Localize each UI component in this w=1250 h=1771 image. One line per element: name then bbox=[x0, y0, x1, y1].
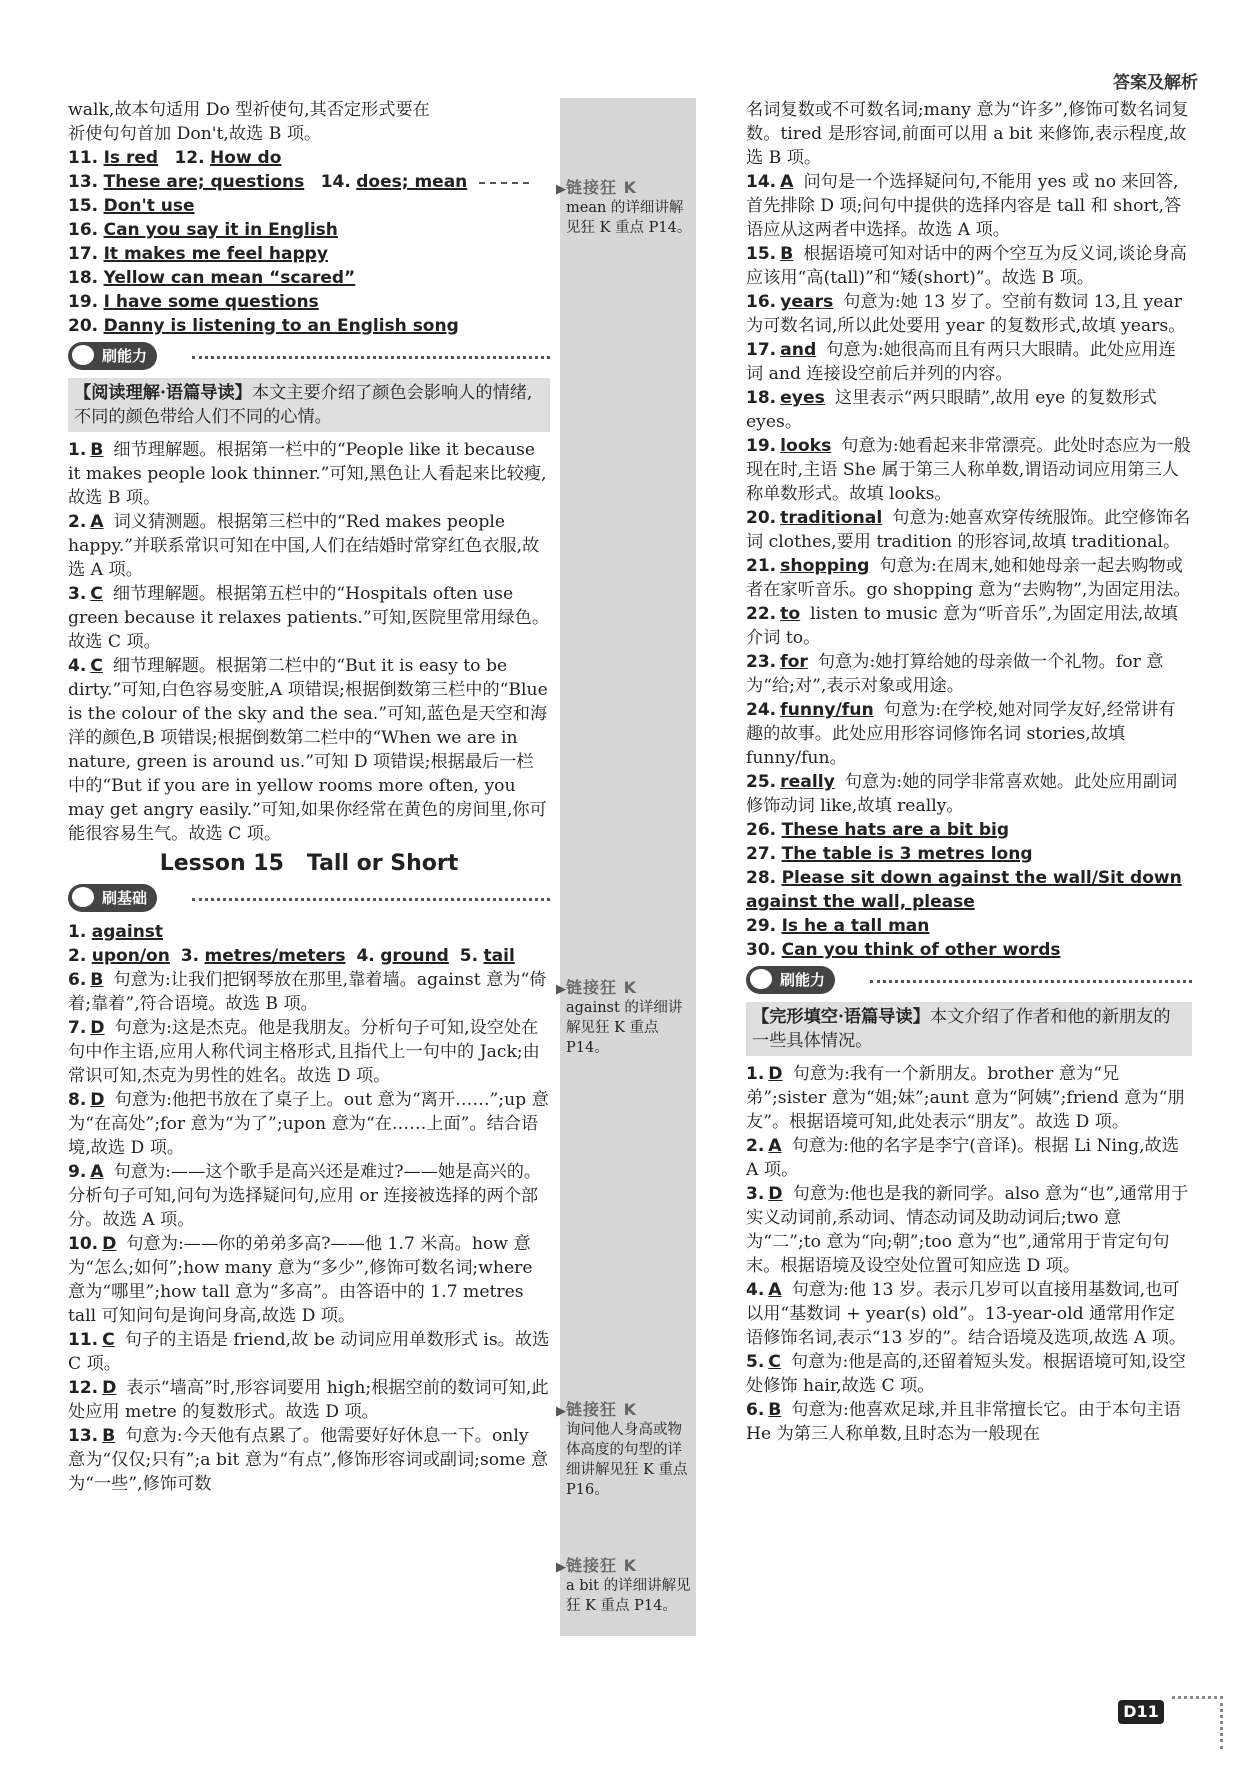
answer-item bbox=[746, 242, 1192, 290]
item-text: 句意为:她很高而且有两只大眼睛。此处应用连词 and 连接设空前后并列的内容。 bbox=[746, 340, 1176, 384]
reading-item bbox=[68, 510, 550, 582]
section-banner bbox=[68, 342, 550, 372]
answer-text: Can you think of other words bbox=[781, 940, 1061, 960]
answer-word: and bbox=[780, 340, 817, 360]
item-number: 4. bbox=[68, 656, 87, 676]
item-text: 句意为:让我们把钢琴放在那里,靠着墙。against 意为“倚着;靠着”,符合语境。故选 B 项。 bbox=[68, 970, 547, 1014]
link-box bbox=[556, 178, 694, 238]
item-number: 23. bbox=[746, 652, 777, 672]
item-number: 5. bbox=[746, 1352, 765, 1372]
short-answer-row bbox=[68, 266, 550, 290]
fill-item bbox=[746, 650, 1192, 698]
item-number: 15. bbox=[68, 196, 99, 216]
link-title: 链接狂 K bbox=[566, 1556, 637, 1575]
answer-text: metres/meters bbox=[204, 946, 346, 966]
item-text: 词义猜测题。根据第三栏中的“Red makes people happy.”并联系常识可知在中国,人们在结婚时常穿红色衣服,故选 A 项。 bbox=[68, 512, 540, 580]
item-text: 细节理解题。根据第一栏中的“People like it because it makes people look thinner.”可知,黑色让人看起来比较瘦,故选 B 项。 bbox=[68, 440, 547, 508]
text-line: 名词复数或不可数名词;many 意为“许多”,修饰可数名词复数。tired 是形容词,前面可以用 a bit 来修饰,表示程度,故选 B 项。 bbox=[746, 100, 1189, 168]
answer-item bbox=[68, 1376, 550, 1424]
answer-text: Is red bbox=[103, 148, 159, 168]
item-text: 句意为:他 13 岁。表示几岁可以直接用基数词,也可以用“基数词 + year(s) old”。13-year-old 通常用作定语修饰名词,表示“13 岁的”。结合语境及选项,故选 A 项。 bbox=[746, 1280, 1187, 1348]
dotted-rule bbox=[192, 356, 550, 359]
item-text: 句意为:在周末,她和她母亲一起去购物或者在家听音乐。go shopping 意为“去购物”,为固定用法。 bbox=[746, 556, 1191, 600]
reading-item bbox=[68, 438, 550, 510]
item-number: 13. bbox=[68, 172, 99, 192]
short-answer-row bbox=[746, 938, 1192, 962]
text-line: walk,故本句适用 Do 型祈使句,其否定形式要在 bbox=[68, 100, 430, 120]
cloze-item bbox=[746, 1278, 1192, 1350]
answer-word: years bbox=[780, 292, 834, 312]
item-number: 5. bbox=[459, 946, 479, 966]
right-column bbox=[746, 98, 1192, 1446]
fill-item bbox=[746, 602, 1192, 650]
item-number: 11. bbox=[68, 148, 99, 168]
item-number: 2. bbox=[68, 946, 87, 966]
banner-label: 刷基础 bbox=[102, 889, 148, 907]
arrow-icon: ▶ bbox=[556, 1404, 566, 1419]
guide-tag: 【阅读理解·语篇导读】 bbox=[74, 383, 252, 403]
item-number: 25. bbox=[746, 772, 777, 792]
item-number: 6. bbox=[746, 1400, 765, 1420]
item-text: listen to music 意为“听音乐”,为固定用法,故填介词 to。 bbox=[746, 604, 1178, 648]
item-text: 这里表示“两只眼睛”,故用 eye 的复数形式 eyes。 bbox=[746, 388, 1157, 432]
fill-item bbox=[746, 338, 1192, 386]
fill-item bbox=[746, 698, 1192, 770]
item-number: 2. bbox=[746, 1136, 765, 1156]
fill-item bbox=[746, 386, 1192, 434]
answer-text: Don't use bbox=[103, 196, 195, 216]
link-title: 链接狂 K bbox=[566, 1400, 637, 1419]
item-number: 2. bbox=[68, 512, 87, 532]
item-number: 12. bbox=[68, 1378, 99, 1398]
answer-letter: D bbox=[90, 1090, 105, 1110]
answer-text: tail bbox=[483, 946, 515, 966]
dotted-rule bbox=[192, 898, 550, 901]
fill-item bbox=[746, 290, 1192, 338]
item-number: 29. bbox=[746, 916, 777, 936]
brush-icon bbox=[72, 345, 94, 365]
answer-letter: A bbox=[768, 1280, 782, 1300]
answer-text: Please sit down against the wall/Sit down against the wall, please bbox=[746, 868, 1182, 912]
item-text: 句意为:在学校,她对同学友好,经常讲有趣的故事。此处应用形容词修饰名词 stories,故填 funny/fun。 bbox=[746, 700, 1176, 768]
item-text: 句意为:他喜欢足球,并且非常擅长它。由于本句主语 He 为第三人称单数,且时态为一般现在 bbox=[746, 1400, 1181, 1444]
item-number: 17. bbox=[746, 340, 777, 360]
answer-letter: D bbox=[90, 1018, 105, 1038]
item-text: 句意为:他是高的,还留着短头发。根据语境可知,设空处修饰 hair,故选 C 项。 bbox=[746, 1352, 1186, 1396]
short-answer-row bbox=[68, 290, 550, 314]
item-number: 3. bbox=[180, 946, 200, 966]
short-answer-row bbox=[68, 194, 550, 218]
link-box bbox=[556, 1400, 694, 1500]
guide-text: 本文介绍了作者和他的新朋友的一些具体情况。 bbox=[752, 1007, 1171, 1051]
item-number: 3. bbox=[746, 1184, 765, 1204]
item-number: 13. bbox=[68, 1426, 99, 1446]
item-number: 6. bbox=[68, 970, 87, 990]
answer-text: Yellow can mean “scared” bbox=[103, 268, 356, 288]
item-number: 3. bbox=[68, 584, 87, 604]
short-answer-row bbox=[68, 242, 550, 266]
item-number: 16. bbox=[746, 292, 777, 312]
item-number: 1. bbox=[68, 922, 87, 942]
answer-text: does; mean bbox=[356, 172, 468, 192]
link-text: a bit 的详细讲解见狂 K 重点 P14。 bbox=[566, 1578, 691, 1614]
answer-letter: B bbox=[780, 244, 794, 264]
answer-word: funny/fun bbox=[780, 700, 874, 720]
answer-word: for bbox=[780, 652, 808, 672]
answer-text: It makes me feel happy bbox=[103, 244, 328, 264]
short-answer-row bbox=[746, 866, 1192, 914]
answer-letter: D bbox=[102, 1378, 117, 1398]
item-number: 20. bbox=[746, 508, 777, 528]
item-text: 句意为:他把书放在了桌子上。out 意为“离开……”;up 意为“在高处”;for 意为“为了”;upon 意为“在……上面”。结合语境,故选 D 项。 bbox=[68, 1090, 549, 1158]
answer-text: These are; questions bbox=[103, 172, 305, 192]
short-answer-row bbox=[68, 314, 550, 338]
item-text: 句意为:——你的弟弟多高?——他 1.7 米高。how 意为“怎么;如何”;how many 意为“多少”,修饰可数名词;where 意为“哪里”;how tall 意为“多高”。由答语中的 1.7 metres tall 可知问句是询问身高,故选 D 项。 bbox=[68, 1234, 533, 1326]
item-number: 17. bbox=[68, 244, 99, 264]
page-number: D11 bbox=[1118, 1700, 1164, 1724]
answer-item bbox=[68, 1016, 550, 1088]
banner-label: 刷能力 bbox=[102, 347, 148, 365]
answer-letter: D bbox=[102, 1234, 117, 1254]
short-answer-row bbox=[68, 944, 550, 968]
link-text: 询问他人身高或物体高度的句型的详细讲解见狂 K 重点 P16。 bbox=[566, 1422, 688, 1498]
answer-text: against bbox=[91, 922, 164, 942]
answer-text: upon/on bbox=[91, 946, 170, 966]
item-number: 10. bbox=[68, 1234, 99, 1254]
cloze-item bbox=[746, 1350, 1192, 1398]
item-text: 句意为:今天他有点累了。他需要好好休息一下。only 意为“仅仅;只有”;a bit 意为“有点”,修饰形容词或副词;some 意为“一些”,修饰可数 bbox=[68, 1426, 549, 1494]
item-number: 1. bbox=[68, 440, 87, 460]
section-banner bbox=[68, 884, 550, 914]
link-title: 链接狂 K bbox=[566, 978, 637, 997]
link-title: 链接狂 K bbox=[566, 178, 637, 197]
answer-item bbox=[746, 170, 1192, 242]
answer-letter: B bbox=[90, 970, 104, 990]
fill-item bbox=[746, 506, 1192, 554]
short-answer-row bbox=[68, 170, 550, 194]
answer-letter: B bbox=[102, 1426, 116, 1446]
arrow-icon: ▶ bbox=[556, 982, 566, 997]
answer-text: Is he a tall man bbox=[781, 916, 930, 936]
dash-connector bbox=[479, 182, 529, 184]
answer-item bbox=[68, 1088, 550, 1160]
page-header: 答案及解析 bbox=[1113, 73, 1198, 93]
item-number: 19. bbox=[68, 292, 99, 312]
item-text: 句意为:她的同学非常喜欢她。此处应用副词修饰动词 like,故填 really。 bbox=[746, 772, 1178, 816]
answer-text: The table is 3 metres long bbox=[781, 844, 1033, 864]
section-banner bbox=[746, 966, 1192, 996]
cloze-item bbox=[746, 1134, 1192, 1182]
item-number: 24. bbox=[746, 700, 777, 720]
answer-letter: A bbox=[90, 1162, 104, 1182]
answer-text: I have some questions bbox=[103, 292, 319, 312]
answer-text: Can you say it in English bbox=[103, 220, 338, 240]
lesson-title: Lesson 15 Tall or Short bbox=[159, 851, 459, 876]
item-number: 30. bbox=[746, 940, 777, 960]
item-number: 26. bbox=[746, 820, 777, 840]
short-answer-row bbox=[68, 146, 550, 170]
fill-item bbox=[746, 434, 1192, 506]
item-number: 7. bbox=[68, 1018, 87, 1038]
item-number: 16. bbox=[68, 220, 99, 240]
short-answer-row bbox=[746, 914, 1192, 938]
answer-letter: A bbox=[780, 172, 794, 192]
banner-label: 刷能力 bbox=[780, 971, 826, 989]
item-number: 18. bbox=[746, 388, 777, 408]
reading-item bbox=[68, 654, 550, 846]
item-number: 14. bbox=[320, 172, 351, 192]
item-text: 句意为:——这个歌手是高兴还是难过?——她是高兴的。分析句子可知,问句为选择疑问句,应用 or 连接被选择的两个部分。故选 A 项。 bbox=[68, 1162, 542, 1230]
brush-icon bbox=[72, 887, 94, 907]
answer-item bbox=[68, 1232, 550, 1328]
corner-decoration bbox=[1172, 1696, 1223, 1749]
answer-item bbox=[68, 1160, 550, 1232]
short-answer-row bbox=[68, 920, 550, 944]
item-number: 11. bbox=[68, 1330, 99, 1350]
arrow-icon: ▶ bbox=[556, 182, 566, 197]
fill-item bbox=[746, 770, 1192, 818]
item-text: 问句是一个选择疑问句,不能用 yes 或 no 来回答,首先排除 D 项;问句中提供的选择内容是 tall 和 short,答语应从这两者中选择。故选 A 项。 bbox=[746, 172, 1182, 240]
answer-item bbox=[68, 1328, 550, 1376]
item-text: 根据语境可知对话中的两个空互为反义词,谈论身高应该用“高(tall)”和“矮(short)”。故选 B 项。 bbox=[746, 244, 1187, 288]
answer-word: to bbox=[780, 604, 801, 624]
item-number: 12. bbox=[174, 148, 205, 168]
short-answer-row bbox=[746, 842, 1192, 866]
item-number: 27. bbox=[746, 844, 777, 864]
item-text: 句意为:她打算给她的母亲做一个礼物。for 意为“给;对”,表示对象或用途。 bbox=[746, 652, 1164, 696]
item-text: 表示“墙高”时,形容词要用 high;根据空前的数词可知,此处应用 metre 的复数形式。故选 D 项。 bbox=[68, 1378, 549, 1422]
item-number: 21. bbox=[746, 556, 777, 576]
answer-text: How do bbox=[210, 148, 282, 168]
left-column bbox=[68, 98, 550, 1496]
answer-letter: C bbox=[90, 584, 103, 604]
reading-item bbox=[68, 582, 550, 654]
answer-word: eyes bbox=[780, 388, 825, 408]
fill-item bbox=[746, 554, 1192, 602]
cloze-item bbox=[746, 1062, 1192, 1134]
item-text: 句意为:她 13 岁了。空前有数词 13,且 year 为可数名词,所以此处要用 year 的复数形式,故填 years。 bbox=[746, 292, 1186, 336]
link-text: against 的详细讲解见狂 K 重点 P14。 bbox=[566, 1000, 683, 1056]
answer-item bbox=[68, 1424, 550, 1496]
short-answer-row bbox=[746, 818, 1192, 842]
item-text: 句意为:我有一个新朋友。brother 意为“兄弟”;sister 意为“姐;妹”;aunt 意为“阿姨”;friend 意为“朋友”。根据语境可知,此处表示“朋友”。故选 D 项。 bbox=[746, 1064, 1185, 1132]
item-number: 20. bbox=[68, 316, 99, 336]
answer-letter: A bbox=[768, 1136, 782, 1156]
answer-text: Danny is listening to an English song bbox=[103, 316, 459, 336]
item-text: 细节理解题。根据第二栏中的“But it is easy to be dirty.”可知,白色容易变脏,A 项错误;根据倒数第三栏中的“Blue is the colour of the sky and the sea.”可知,蓝色是天空和海洋的颜色,B 项错误;根据倒数第二栏中的“When we are in nature, green is around us.”可知 D 项错误;根据最后一栏中的“But if you are in yellow rooms more often, you may get angry easily.”可知,如果你经常在黄色的房间里,你可能很容易生气。故选 C 项。 bbox=[68, 656, 548, 844]
answer-letter: B bbox=[90, 440, 104, 460]
arrow-icon: ▶ bbox=[556, 1560, 566, 1575]
item-number: 15. bbox=[746, 244, 777, 264]
brush-icon bbox=[750, 969, 772, 989]
item-text: 细节理解题。根据第五栏中的“Hospitals often use green because it relaxes patients.”可知,医院里常用绿色。故选 C 项。 bbox=[68, 584, 550, 652]
answer-text: ground bbox=[380, 946, 449, 966]
item-text: 句意为:他的名字是李宁(音译)。根据 Li Ning,故选 A 项。 bbox=[746, 1136, 1179, 1180]
item-number: 8. bbox=[68, 1090, 87, 1110]
item-text: 句意为:这是杰克。他是我朋友。分析句子可知,设空处在句中作主语,应用人称代词主格形式,且指代上一句中的 Jack;由常识可知,杰克为男性的姓名。故选 D 项。 bbox=[68, 1018, 540, 1086]
item-text: 句意为:她看起来非常漂亮。此处时态应为一般现在时,主语 She 属于第三人称单数,谓语动词应用第三人称单数形式。故填 looks。 bbox=[746, 436, 1191, 504]
item-number: 4. bbox=[746, 1280, 765, 1300]
link-box bbox=[556, 978, 694, 1058]
answer-word: traditional bbox=[780, 508, 883, 528]
answer-letter: C bbox=[768, 1352, 781, 1372]
item-number: 18. bbox=[68, 268, 99, 288]
cloze-item bbox=[746, 1398, 1192, 1446]
item-number: 1. bbox=[746, 1064, 765, 1084]
item-text: 句子的主语是 friend,故 be 动词应用单数形式 is。故选 C 项。 bbox=[68, 1330, 550, 1374]
answer-item bbox=[68, 968, 550, 1016]
guide-tag: 【完形填空·语篇导读】 bbox=[752, 1007, 930, 1027]
item-text: 句意为:他也是我的新同学。also 意为“也”,通常用于实义动词前,系动词、情态动词及助动词后;two 意为“二”;to 意为“向;朝”;too 意为“也”,通常用于肯定句句末。根据语境及设空处位置可知应选 D 项。 bbox=[746, 1184, 1189, 1276]
answer-letter: A bbox=[90, 512, 104, 532]
answer-letter: C bbox=[102, 1330, 115, 1350]
item-number: 22. bbox=[746, 604, 777, 624]
answer-letter: B bbox=[768, 1400, 782, 1420]
answer-word: looks bbox=[780, 436, 832, 456]
answer-word: shopping bbox=[780, 556, 870, 576]
item-number: 28. bbox=[746, 868, 777, 888]
text-line: 祈使句句首加 Don't,故选 B 项。 bbox=[68, 124, 322, 144]
item-text: 句意为:她喜欢穿传统服饰。此空修饰名词 clothes,要用 tradition 的形容词,故填 traditional。 bbox=[746, 508, 1191, 552]
answer-word: really bbox=[780, 772, 835, 792]
link-text: mean 的详细讲解见狂 K 重点 P14。 bbox=[566, 200, 692, 236]
cloze-item bbox=[746, 1182, 1192, 1278]
item-number: 14. bbox=[746, 172, 777, 192]
item-number: 9. bbox=[68, 1162, 87, 1182]
cloze-guide bbox=[746, 1002, 1192, 1056]
guide-text: 本文主要介绍了颜色会影响人的情绪,不同的颜色带给人们不同的心情。 bbox=[74, 383, 533, 427]
link-box bbox=[556, 1556, 694, 1616]
item-number: 4. bbox=[356, 946, 375, 966]
answer-letter: D bbox=[768, 1064, 783, 1084]
dotted-rule bbox=[870, 980, 1192, 983]
answer-letter: D bbox=[768, 1184, 783, 1204]
item-number: 19. bbox=[746, 436, 777, 456]
reading-guide bbox=[68, 378, 550, 432]
answer-letter: C bbox=[90, 656, 103, 676]
answer-text: These hats are a bit big bbox=[781, 820, 1010, 840]
short-answer-row bbox=[68, 218, 550, 242]
